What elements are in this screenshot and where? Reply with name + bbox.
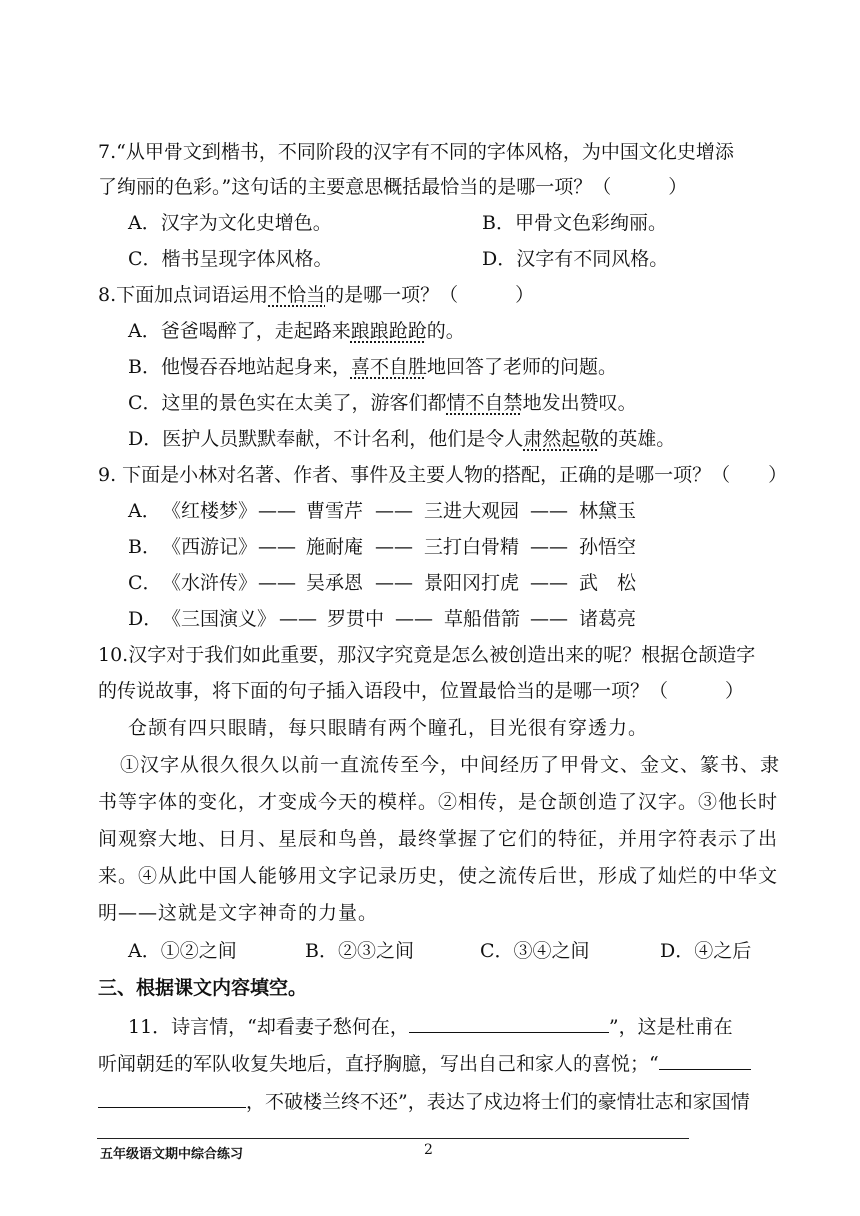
q11-line3-post: ，不破楼兰终不还”，表达了戍边将士们的豪情壮志和家国情	[246, 1091, 750, 1113]
q8-a-post: 的。	[426, 320, 465, 342]
q9-a-label: A．	[128, 500, 161, 522]
q11-blank-1[interactable]	[409, 1014, 609, 1033]
q10-passage-line2: 书等字体的变化，才变成今天的模样。②相传，是仓颉创造了汉字。③他长时	[98, 791, 779, 813]
q10-option-a: A．①②之间	[128, 940, 237, 962]
footer-title: 五年级语文期中综合练习	[100, 1147, 244, 1162]
q9-d-person: 诸葛亮	[579, 608, 637, 630]
q8-b-dotted: 喜不自胜	[350, 356, 427, 378]
q8-option-c	[128, 389, 637, 417]
q9-c-dash2: ——	[375, 572, 413, 594]
q10-passage-line5: 明——这就是文字神奇的力量。	[98, 902, 379, 924]
footer-rule	[97, 1138, 689, 1139]
q9-a-author: 曹雪芹	[306, 500, 364, 522]
q9-c-dash3: ——	[530, 572, 568, 594]
q7-stem-line2: 了绚丽的色彩。”这句话的主要意思概括最恰当的是哪一项？（ ）	[98, 176, 688, 198]
q9-b-dash1: ——	[258, 536, 296, 558]
q8-d-post: 的英雄。	[599, 428, 676, 450]
q9-c-book: 《水浒传》	[162, 572, 258, 594]
q11-line1	[128, 1013, 733, 1041]
q11-line1-pre: 11．诗言情，“却看妻子愁何在，	[128, 1016, 409, 1038]
q11-line2-pre: 听闻朝廷的军队收复失地后，直抒胸臆，写出自己和家人的喜悦；“	[98, 1053, 659, 1075]
q7-stem-line1: 7.“从甲骨文到楷书，不同阶段的汉字有不同的字体风格，为中国文化史增添	[98, 141, 734, 163]
q8-stem-dotted: 不恰当	[268, 284, 326, 306]
q8-b-post: 地回答了老师的问题。	[426, 356, 617, 378]
q8-d-dotted: 肃然起敬	[523, 428, 600, 450]
q9-a-dash3: ——	[530, 500, 568, 522]
q9-b-label: B．	[128, 536, 161, 558]
q9-d-dash2: ——	[395, 608, 433, 630]
q8-stem	[98, 281, 534, 309]
q8-option-a	[128, 317, 465, 345]
q7-option-c: C．楷书呈现字体风格。	[128, 248, 333, 270]
q8-b-pre: B．他慢吞吞地站起身来，	[128, 356, 351, 378]
q8-a-dotted: 踉踉跄跄	[350, 320, 427, 342]
q9-a-dash1: ——	[258, 500, 296, 522]
q9-c-label: C．	[128, 572, 162, 594]
q9-a-book: 《红楼梦》	[162, 500, 258, 522]
q9-d-author: 罗贯中	[327, 608, 385, 630]
q8-c-dotted: 情不自禁	[446, 392, 523, 414]
q8-c-post: 地发出赞叹。	[522, 392, 637, 414]
q8-stem-post: 的是哪一项？（ ）	[325, 284, 535, 306]
page-number: 2	[424, 1142, 433, 1158]
q10-stem-line2: 的传说故事，将下面的句子插入语段中，位置最恰当的是哪一项？（ ）	[98, 680, 745, 702]
q11-line3	[98, 1088, 750, 1116]
q9-b-dash3: ——	[530, 536, 568, 558]
q9-b-book: 《西游记》	[162, 536, 258, 558]
q7-option-b: B．甲骨文色彩绚丽。	[482, 212, 667, 234]
q9-d-dash1: ——	[279, 608, 317, 630]
q9-a-person: 林黛玉	[579, 500, 637, 522]
q7-option-a: A．汉字为文化史增色。	[128, 212, 332, 234]
q9-c-person: 武 松	[579, 572, 637, 594]
q9-c-dash1: ——	[258, 572, 296, 594]
q9-c-event: 景阳冈打虎	[424, 572, 520, 594]
q8-a-pre: A．爸爸喝醉了，走起路来	[128, 320, 351, 342]
q9-d-book: 《三国演义》	[162, 608, 277, 630]
q11-blank-2a[interactable]	[659, 1051, 751, 1070]
section3-heading: 三、根据课文内容填空。	[98, 977, 308, 999]
q10-passage-line1: ①汉字从很久很久以前一直流传至今，中间经历了甲骨文、金文、篆书、隶	[120, 754, 781, 776]
q9-b-person: 孙悟空	[579, 536, 637, 558]
q11-blank-2b[interactable]	[98, 1089, 246, 1108]
q9-d-event: 草船借箭	[444, 608, 521, 630]
q8-option-d	[128, 425, 675, 453]
q9-b-event: 三打白骨精	[424, 536, 520, 558]
q10-passage-line4: 来。④从此中国人能够用文字记录历史，使之流传后世，形成了灿烂的中华文	[98, 865, 779, 887]
q7-option-d: D．汉字有不同风格。	[482, 248, 669, 270]
q8-c-pre: C．这里的景色实在太美了，游客们都	[128, 392, 447, 414]
q9-b-author: 施耐庵	[306, 536, 364, 558]
q8-d-pre: D．医护人员默默奉献，不计名利，他们是令人	[128, 428, 524, 450]
q8-option-b	[128, 353, 617, 381]
q9-b-dash2: ——	[375, 536, 413, 558]
q9-c-author: 吴承恩	[306, 572, 364, 594]
q11-line2	[98, 1050, 751, 1078]
q9-d-dash3: ——	[530, 608, 568, 630]
q10-option-b: B．②③之间	[305, 940, 414, 962]
q10-option-c: C．③④之间	[480, 940, 590, 962]
q10-insert-sentence: 仓颉有四只眼睛，每只眼睛有两个瞳孔，目光很有穿透力。	[128, 717, 649, 739]
q11-line1-post: ”，这是杜甫在	[608, 1016, 733, 1038]
q9-a-dash2: ——	[375, 500, 413, 522]
q10-stem-line1: 10.汉字对于我们如此重要，那汉字究竟是怎么被创造出来的呢？根据仓颉造字	[98, 644, 756, 666]
q9-d-label: D．	[128, 608, 163, 630]
q9-stem: 9. 下面是小林对名著、作者、事件及主要人物的搭配，正确的是哪一项？（ ）	[98, 464, 788, 486]
q10-passage-line3: 间观察大地、日月、星辰和鸟兽，最终掌握了它们的特征，并用字符表示了出	[98, 828, 779, 850]
q8-stem-pre: 8.下面加点词语运用	[98, 284, 269, 306]
q10-option-d: D．④之后	[660, 940, 752, 962]
q9-a-event: 三进大观园	[424, 500, 520, 522]
